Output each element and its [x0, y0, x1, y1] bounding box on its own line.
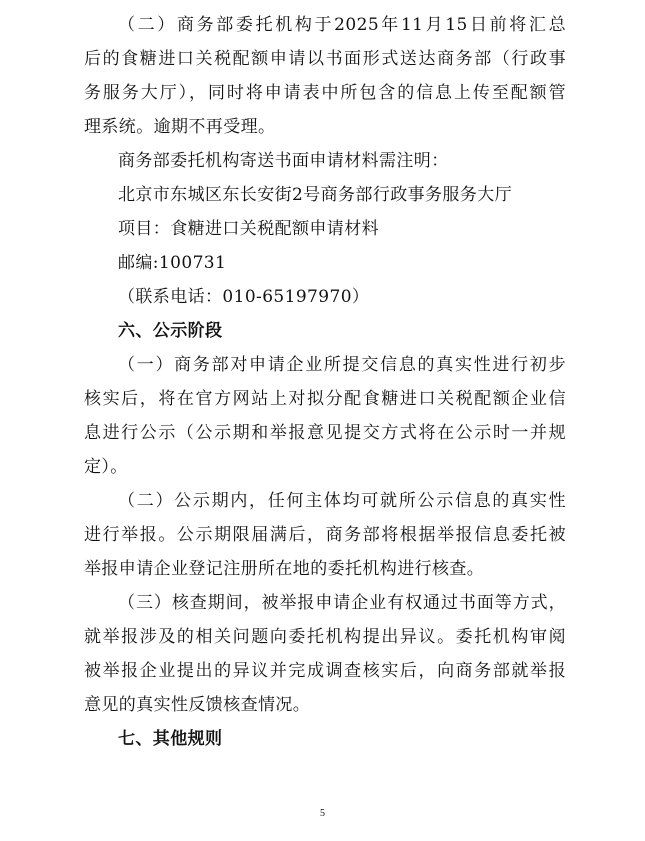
text-line: 被举报企业提出的异议并完成调查核实后，向商务部就举报 — [84, 661, 566, 681]
text-line: 进行举报。公示期限届满后，商务部将根据举报信息委托被 — [84, 525, 566, 545]
text-line: 意见的真实性反馈核查情况。 — [84, 695, 311, 715]
text-line: 北京市东城区东长安街2号商务部行政事务服务大厅 — [118, 185, 513, 205]
text-line: （二）公示期内，任何主体均可就所公示信息的真实性 — [118, 491, 566, 511]
text-line: 息进行公示（公示期和举报意见提交方式将在公示时一并规 — [84, 423, 566, 443]
text-line: （二）商务部委托机构于2025年11月15日前将汇总 — [118, 15, 566, 35]
text-line: 就举报涉及的相关问题向委托机构提出异议。委托机构审阅 — [84, 627, 566, 647]
text-line: 商务部委托机构寄送书面申请材料需注明： — [118, 151, 449, 171]
page-number: 5 — [320, 808, 325, 819]
text-line: （一）商务部对申请企业所提交信息的真实性进行初步 — [118, 355, 566, 375]
text-line: 核实后，将在官方网站上对拟分配食糖进口关税配额企业信 — [84, 389, 566, 409]
text-line: 后的食糖进口关税配额申请以书面形式送达商务部（行政事 — [84, 49, 566, 69]
text-line: 邮编:100731 — [118, 253, 227, 273]
section-heading: 七、其他规则 — [118, 729, 223, 749]
text-line: 项目：食糖进口关税配额申请材料 — [118, 219, 379, 239]
section-heading: 六、公示阶段 — [118, 321, 223, 341]
text-line: 举报申请企业登记注册所在地的委托机构进行核查。 — [84, 559, 485, 579]
text-line: （联系电话：010-65197970） — [118, 287, 370, 307]
text-line: 务服务大厅），同时将申请表中所包含的信息上传至配额管 — [84, 83, 566, 103]
text-line: 理系统。逾期不再受理。 — [84, 117, 276, 137]
text-line: （三）核查期间，被举报申请企业有权通过书面等方式， — [118, 593, 566, 613]
text-line: 定）。 — [84, 457, 128, 477]
document-body — [84, 8, 566, 756]
